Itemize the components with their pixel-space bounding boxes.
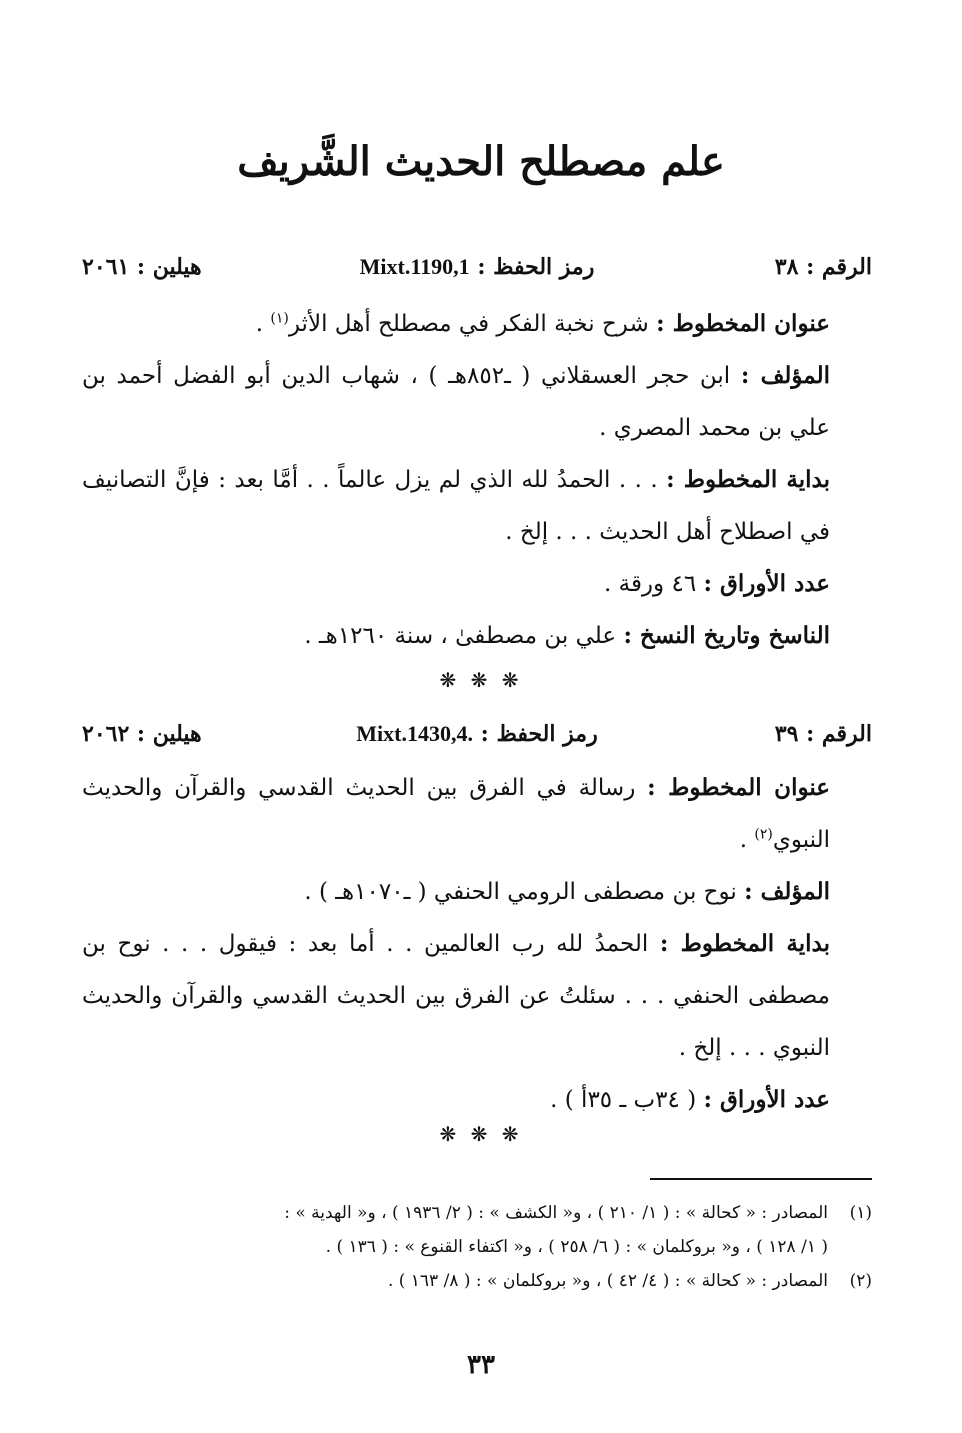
footnote-ref: (١) [270, 310, 289, 327]
entry-body-39 [82, 762, 872, 1126]
shelf-code: Mixt.1190,1 [359, 254, 470, 279]
beginning-label: بداية المخطوط : [666, 466, 831, 493]
copyist [82, 610, 872, 662]
section-separator: ❋ ❋ ❋ [439, 1122, 523, 1146]
footnote-1-continued: ( ١/ ١٢٨ ) ، و« بروكلمان » : ( ٦/ ٢٥٨ ) ، و« اكتفاء القنوع » : ( ١٣٦ ) . [325, 1237, 828, 1257]
footnote-number: (٢) [849, 1271, 872, 1291]
author-label: المؤلف : [740, 362, 830, 389]
manuscript-title [82, 298, 872, 350]
leaves-text: ٤٦ ورقة . [603, 571, 697, 597]
shelf-mark [262, 721, 692, 747]
title-end: . [739, 827, 755, 853]
section-separator: ❋ ❋ ❋ [439, 668, 523, 692]
entry-body-38 [82, 298, 872, 662]
author-text: ابن حجر العسقلاني ( ـ٨٥٢هـ ) ، شهاب الدين أبو الفضل أحمد بن علي بن محمد المصري . [82, 363, 830, 441]
author-text: نوح بن مصطفى الرومي الحنفي ( ـ١٠٧٠هـ ) . [304, 879, 737, 905]
beginning-text: الحمدُ لله رب العالمين . . أما بعد : فيقول . . . نوح بن مصطفى الحنفي . . . سئلتُ عن الفرق بين الحديث القدسي والقرآن والحديث النبوي . . . إلخ . [82, 931, 830, 1061]
manuscript-beginning [82, 918, 872, 1074]
beginning-label: بداية المخطوط : [659, 930, 831, 957]
title-end: . [255, 311, 271, 337]
author-label: المؤلف : [744, 878, 830, 905]
footnotes [82, 1196, 872, 1298]
leaves-count [82, 558, 872, 610]
hilen-number: هيلين : ٢٠٦٢ [82, 721, 202, 747]
author [82, 866, 872, 918]
manuscript-title-text: رسالة في الفرق بين الحديث القدسي والقرآن والحديث النبوي [82, 775, 830, 853]
entry-number: الرقم : ٣٩ [774, 721, 872, 747]
leaves-count [82, 1074, 872, 1126]
shelf-mark [262, 254, 692, 280]
page-title: علم مصطلح الحديث الشَّريف [237, 138, 725, 185]
manuscript-title-text: شرح نخبة الفكر في مصطلح أهل الأثر [288, 311, 649, 337]
footnote-1 [82, 1196, 872, 1230]
page-number: ٣٣ [467, 1350, 495, 1380]
entry-number: الرقم : ٣٨ [774, 254, 872, 280]
shelf-label: رمز الحفظ : [477, 254, 595, 280]
manuscript-title-label: عنوان المخطوط : [647, 774, 831, 801]
author [82, 350, 872, 454]
beginning-text: . . . الحمدُ لله الذي لم يزل عالماً . . أمَّا بعد : فإنَّ التصانيف في اصطلاح أهل الحديث . . . إلخ . [82, 467, 830, 545]
manuscript-title [82, 762, 872, 866]
manuscript-title-label: عنوان المخطوط : [656, 310, 830, 337]
entry-meta-39 [82, 716, 872, 752]
entry-meta-38 [82, 249, 872, 285]
manuscript-beginning [82, 454, 872, 558]
footnote-2 [82, 1264, 872, 1298]
leaves-text: ( ٣٤ب ـ ٣٥أ ) . [550, 1087, 697, 1113]
leaves-label: عدد الأوراق : [703, 1086, 830, 1113]
footnote-number: (١) [849, 1203, 872, 1223]
shelf-label: رمز الحفظ : [480, 721, 598, 747]
footnote-rule [650, 1178, 872, 1180]
copyist-text: علي بن مصطفىٰ ، سنة ١٢٦٠هـ . [304, 623, 617, 649]
shelf-code: Mixt.1430,4. [356, 721, 473, 746]
footnote-text: المصادر : « كحالة » : ( ٤/ ٤٢ ) ، و« بروكلمان » : ( ٨/ ١٦٣ ) . [387, 1271, 828, 1291]
footnote-text: المصادر : « كحالة » : ( ١/ ٢١٠ ) ، و« الكشف » : ( ٢/ ١٩٣٦ ) ، و« الهدية » : [284, 1203, 828, 1223]
footnote-ref: (٢) [754, 826, 773, 843]
hilen-number: هيلين : ٢٠٦١ [82, 254, 202, 280]
leaves-label: عدد الأوراق : [703, 570, 830, 597]
copyist-label: الناسخ وتاريخ النسخ : [623, 622, 830, 649]
